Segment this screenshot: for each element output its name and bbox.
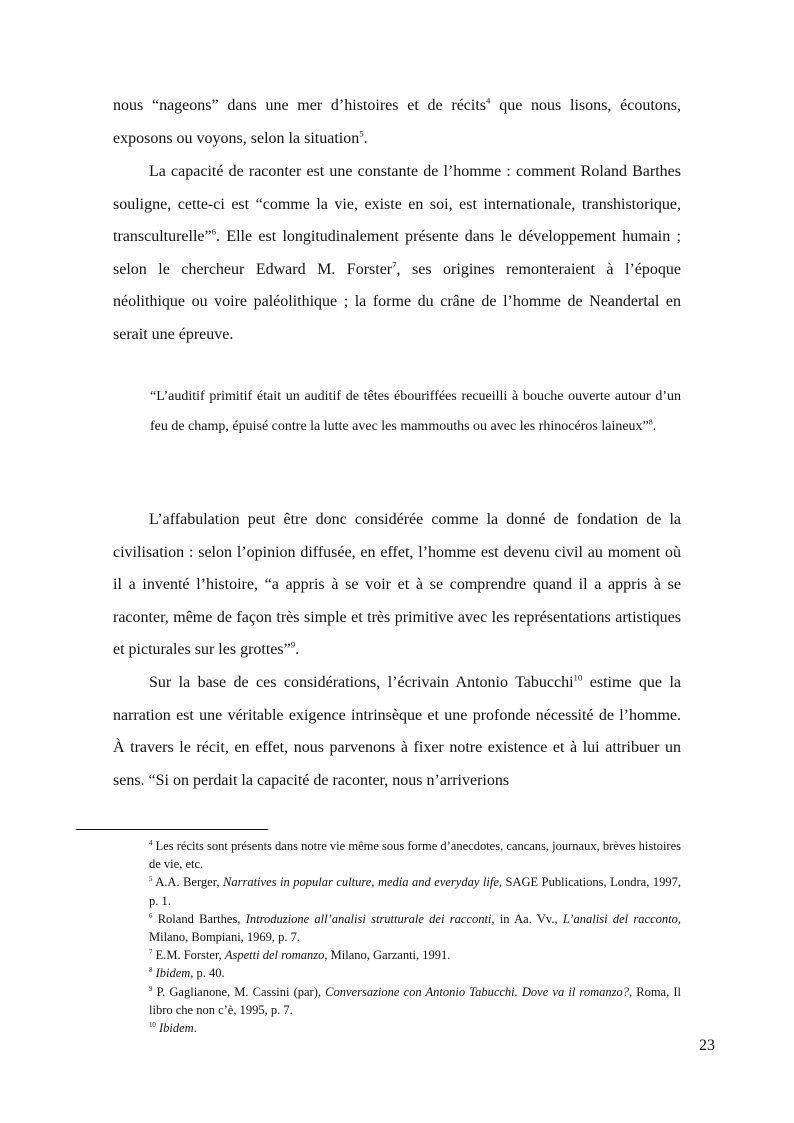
text-run: nous “nageons” dans une mer d’histoires et de récits <box>113 97 487 114</box>
footnotes <box>149 837 681 1037</box>
footnote-4 <box>149 837 681 873</box>
italic-text: Narratives in popular culture, media and everyday life <box>223 875 499 890</box>
footnote-ref: 4 <box>149 839 153 847</box>
text-run: , ses origines remonteraient à l’époque néolithique ou voire paléolithique ; la forme du crâne de l’homme de Neandertal en serait une épreuve. <box>113 260 681 343</box>
footnote-7 <box>149 946 681 964</box>
text-run: , p. 40. <box>190 966 225 981</box>
footnote-5 <box>149 873 681 909</box>
footnote-ref: 6 <box>149 912 153 920</box>
italic-text: Conversazione con Antonio Tabucchi. Dove va il romanzo? <box>325 984 629 999</box>
footnote-ref: 5 <box>149 876 153 884</box>
footnote-ref: 7 <box>392 259 397 270</box>
text-run: . <box>363 129 368 147</box>
paragraph-text <box>113 156 681 352</box>
text-run: . <box>193 1021 197 1036</box>
text-run: , in Aa. Vv., <box>491 911 563 926</box>
body-paragraph-4 <box>113 667 681 797</box>
paragraph-text <box>113 90 681 155</box>
footnote-ref: 10 <box>573 672 583 683</box>
italic-text: Ibidem <box>155 966 191 981</box>
paragraph-text <box>113 667 681 797</box>
footnote-9 <box>149 983 681 1019</box>
block-quote <box>150 382 681 441</box>
footnote-ref: 10 <box>149 1021 156 1029</box>
text-run: , Roma, Il libro che non c’è, 1995, p. 7. <box>149 984 681 1017</box>
footnote-ref: 7 <box>149 949 153 957</box>
footnote-ref: 9 <box>290 640 296 651</box>
footnote-ref: 8 <box>149 967 153 975</box>
text-run: , Milano, Garzanti, 1991. <box>324 948 451 963</box>
footnote-10 <box>149 1019 681 1037</box>
text-run: E.M. Forster, <box>152 948 225 963</box>
text-run: , SAGE Publications, Londra, 1997, p. 1. <box>149 875 681 908</box>
footnote-ref: 6 <box>211 226 217 237</box>
text-run: . <box>295 641 300 659</box>
footnote-ref: 8 <box>648 416 653 426</box>
text-run: , Milano, Bompiani, 1969, p. 7. <box>149 911 681 945</box>
text-run: “L’auditif primitif était un auditif de têtes ébouriffées recueilli à bouche ouverte autour d’un feu de champ, épuisé contre la lutte avec les mammouths ou avec les rhinocéros laineux” <box>150 389 681 434</box>
text-run: . <box>652 418 657 434</box>
page-number: 23 <box>699 1037 715 1054</box>
footnote-ref: 4 <box>486 95 491 106</box>
text-run: Les récits sont présents dans notre vie même sous forme d’anecdotes, cancans, journaux, brèves histoires de vie, etc. <box>149 839 681 872</box>
body-paragraph-2 <box>113 156 681 352</box>
footnote-ref: 5 <box>359 128 364 139</box>
text-run: estime que la narration est une véritable exigence intrinsèque et une profonde nécessité de l’homme. À travers le récit, en effet, nous parvenons à fixer notre existence et à lui attribuer un sens. “Si on perdait la capacité de raconter, nous n’arriverions <box>113 674 681 789</box>
body-paragraph-3 <box>113 504 681 667</box>
text-run: P. Gaglianone, M. Cassini (par), <box>152 984 326 999</box>
text-run: . Elle est longitudinalement présente dans le développement humain ; selon le chercheur Edward M. Forster <box>113 228 681 278</box>
text-run: La capacité de raconter est une constante de l’homme : comment Roland Barthes souligne, cette-ci est “comme la vie, existe en soi, est internationale, transhistorique, transculturelle” <box>113 163 681 246</box>
text-run: Roland Barthes, <box>152 911 246 926</box>
italic-text: L’analisi del racconto <box>562 911 678 926</box>
text-run: A.A. Berger, <box>152 875 224 890</box>
text-run: Sur la base de ces considérations, l’écrivain Antonio Tabucchi <box>149 674 574 691</box>
italic-text: Introduzione all’analisi strutturale dei racconti <box>245 911 492 926</box>
body-paragraph-1 <box>113 90 681 155</box>
footnote-6 <box>149 910 681 946</box>
text-run: L’affabulation peut être donc considérée comme la donné de fondation de la civilisation : selon l’opinion diffusée, en effet, l’homme est devenu civil au moment où il a inventé l’histoire, “a appris à se voir et à se comprendre quand il a appris à se raconter, même de façon très simple et très primitive avec les représentations artistiques et picturales sur les grottes” <box>113 511 681 659</box>
text-run: que nous lisons, écoutons, exposons ou voyons, selon la situation <box>113 97 681 147</box>
italic-text: Ibidem <box>158 1021 194 1036</box>
footnote-ref: 9 <box>149 985 153 993</box>
footnote-8 <box>149 964 681 982</box>
paragraph-text <box>113 504 681 667</box>
italic-text: Aspetti del romanzo <box>224 948 325 963</box>
footnote-separator <box>76 829 268 830</box>
